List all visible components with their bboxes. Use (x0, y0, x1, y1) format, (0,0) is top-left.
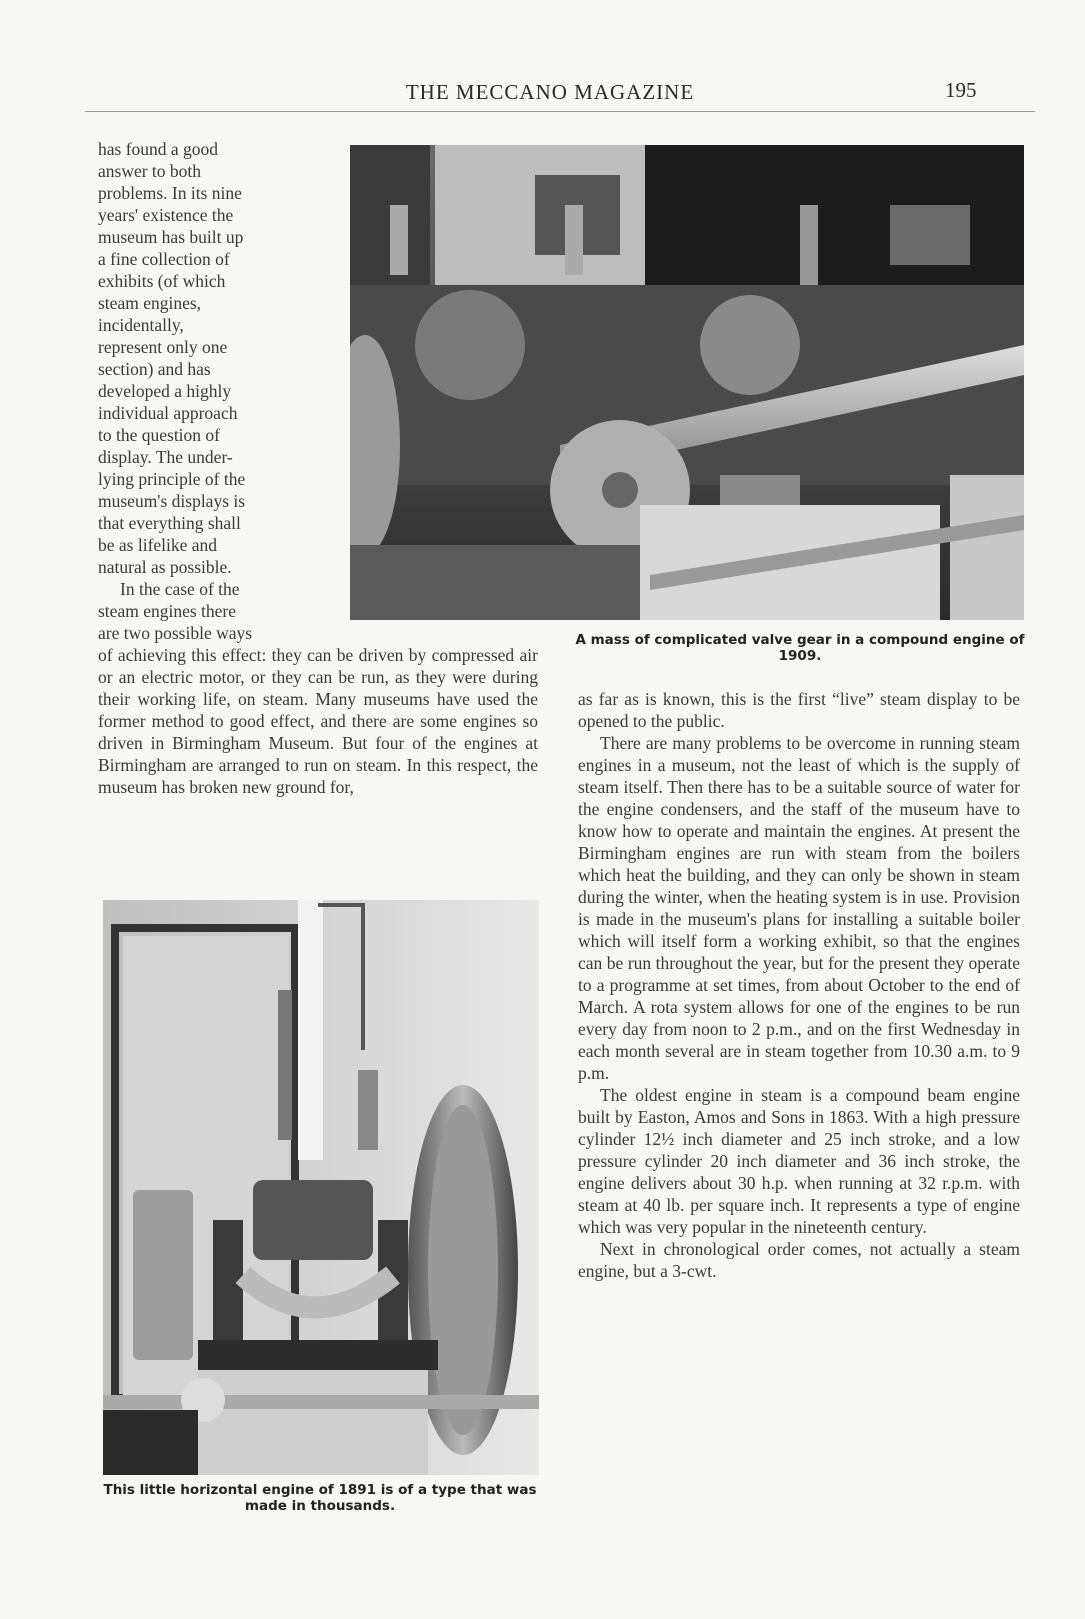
bottom-photo-caption: This little horizontal engine of 1891 is of a type that was made in thousands. (103, 1482, 537, 1514)
valve-gear-photo (350, 145, 1024, 620)
text-line: a fine collection of (98, 249, 230, 269)
paragraph: of achieving this effect: they can be driven by compressed air or an electric motor, or they can be run, as they were during their working life, on steam. Many museums have used the former method to good effect, and there are some engines so driven in Birmingham Museum. But four of the engines at Birmingham are arranged to run on steam. In this respect, the museum has broken new ground for, (98, 645, 538, 797)
left-column-narrow-text (98, 138, 318, 644)
paragraph: There are many problems to be overcome in running steam engines in a museum, not the least of which is the supply of steam itself. Then there has to be a suitable source of water for the engine condensers, and the staff of the museum have to know how to operate and maintain the engines. At present the Birmingham engines are run with steam from the boilers which heat the building, and they can only be shown in steam during the winter, when the heating system is in use. Provision is made in the museum's plans for installing a suitable boiler which will itself form a working exhibit, so that the engines can be run throughout the year, but for the present they operate to a programme at set times, from about October to the end of March. A rota system allows for one of the engines to be run every day from noon to 2 p.m., and on the first Wednesday in each month several are in steam together from 10.30 a.m. to 9 p.m. (578, 733, 1020, 1083)
horizontal-engine-photo (103, 900, 539, 1475)
text-line: developed a highly (98, 381, 232, 401)
page-number: 195 (945, 78, 977, 102)
top-photo-caption: A mass of complicated valve gear in a compound engine of 1909. (575, 632, 1025, 664)
text-line: are two possible ways (98, 623, 253, 643)
text-line: has found a good (98, 139, 219, 159)
text-line: museum's displays is (98, 491, 246, 511)
text-line: represent only one (98, 337, 228, 357)
text-line: steam engines, (98, 293, 202, 313)
right-column-text (578, 688, 1020, 1282)
text-line: years' existence the (98, 205, 234, 225)
left-column-wide-text (98, 644, 538, 798)
paragraph: Next in chronological order comes, not actually a steam engine, but a 3-cwt. (578, 1239, 1020, 1281)
text-line: steam engines there (98, 601, 237, 621)
text-line: individual approach (98, 403, 238, 423)
paragraph: The oldest engine in steam is a compound beam engine built by Easton, Amos and Sons in 1863. With a high pressure cylinder 12½ inch diameter and 25 inch stroke, and a low pressure cylinder 20 inch diameter and 36 inch stroke, the engine delivers about 30 h.p. when running at 32 r.p.m. with steam at 40 lb. per square inch. It represents a type of engine which was very popular in the nineteenth century. (578, 1085, 1020, 1237)
text-line: that everything shall (98, 513, 241, 533)
text-line: lying principle of the (98, 469, 246, 489)
text-line: answer to both (98, 161, 202, 181)
text-line: In the case of the (120, 579, 240, 599)
header-rule (85, 111, 1035, 112)
paragraph: as far as is known, this is the first “live” steam display to be opened to the public. (578, 689, 1020, 731)
page-title: THE MECCANO MAGAZINE (405, 80, 695, 104)
text-line: exhibits (of which (98, 271, 226, 291)
text-line: natural as possible. (98, 557, 232, 577)
text-line: museum has built up (98, 227, 244, 247)
text-line: problems. In its nine (98, 183, 242, 203)
text-line: be as lifelike and (98, 535, 218, 555)
text-line: display. The under- (98, 447, 233, 467)
text-line: section) and has (98, 359, 211, 379)
text-line: to the question of (98, 425, 220, 445)
text-line: incidentally, (98, 315, 184, 335)
